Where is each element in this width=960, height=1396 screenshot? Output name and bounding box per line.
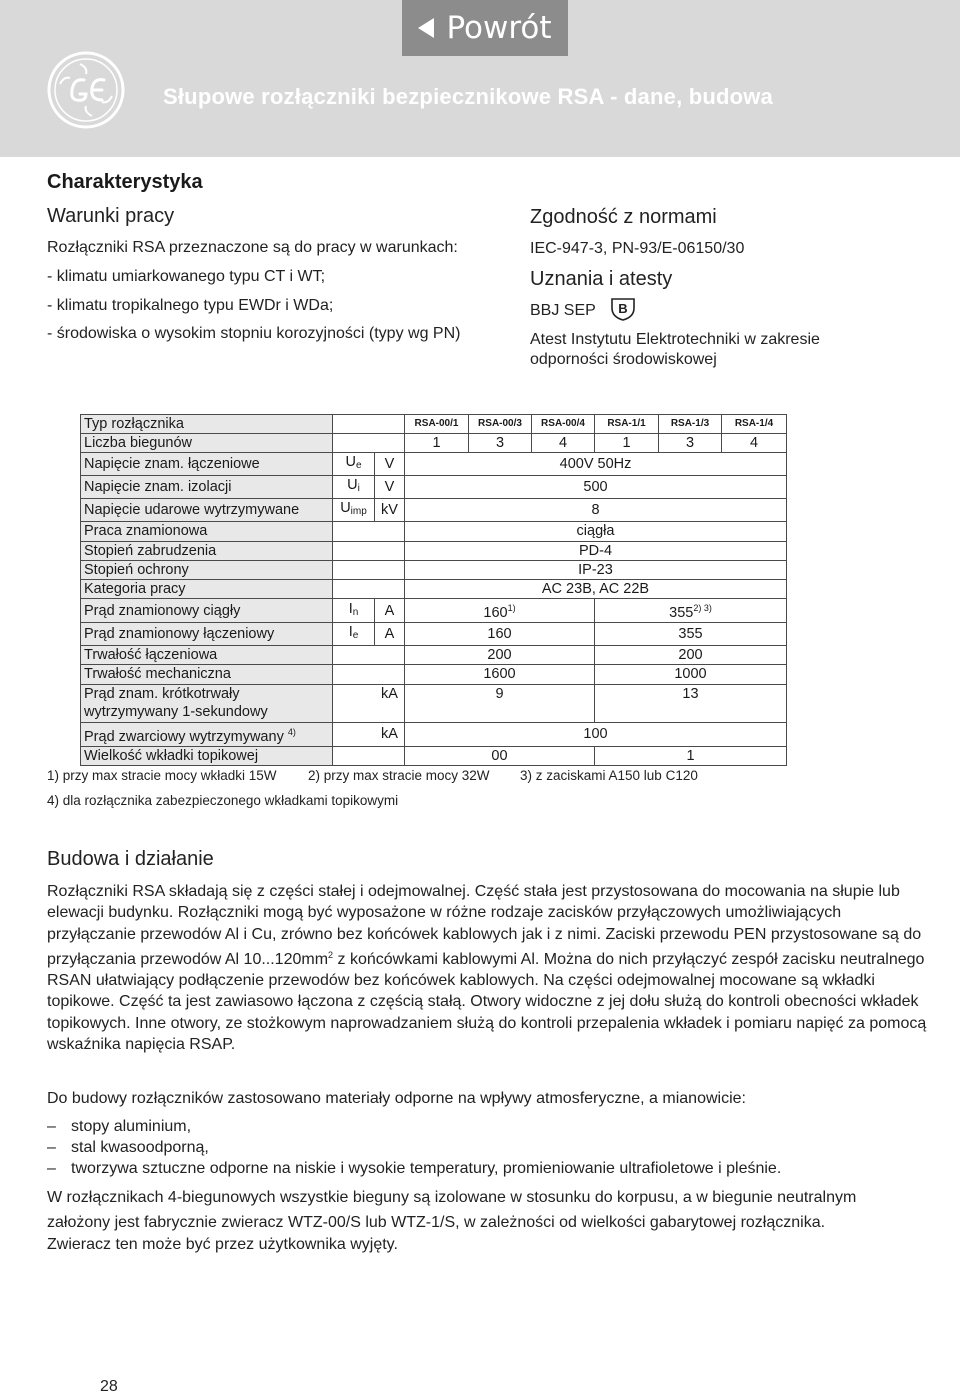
table-cell: 160$^{1)}$: [405, 599, 595, 623]
table-cell: ciągła: [405, 522, 787, 541]
table-cell: 4: [532, 434, 595, 453]
ge-logo-icon: [46, 50, 126, 130]
table-cell: 1: [595, 434, 659, 453]
table-row: [81, 453, 787, 476]
list-item: – tworzywa sztuczne odporne na niskie i wysokie temperatury, promieniowanie ultrafioletowe i pleśnie.: [47, 1160, 782, 1177]
table-cell: 3: [659, 434, 722, 453]
type-header: RSA-00/4: [532, 415, 595, 434]
closing-line: Zwieracz ten może być przez użytkownika wyjęty.: [47, 1236, 398, 1253]
table-cell: 400V 50Hz: [405, 453, 787, 476]
table-row: [81, 415, 787, 434]
symbol-cell: $U_e$: [333, 453, 375, 476]
symbol-cell: $U_i$: [333, 476, 375, 499]
row-label: Trwałość mechaniczna: [81, 665, 333, 684]
table-cell: 4: [722, 434, 787, 453]
table-cell: 1: [405, 434, 469, 453]
approvals-line: Atest Instytutu Elektrotechniki w zakresie: [530, 331, 820, 348]
table-cell: 1: [595, 746, 787, 765]
table-cell: PD-4: [405, 541, 787, 560]
row-label: Napięcie znam. izolacji: [81, 476, 333, 499]
type-header: RSA-00/1: [405, 415, 469, 434]
row-label: Napięcie udarowe wytrzymywane: [81, 499, 333, 522]
table-cell: 160: [405, 623, 595, 646]
table-row: [81, 560, 787, 579]
table-row: [81, 646, 787, 665]
table-cell: 8: [405, 499, 787, 522]
back-button[interactable]: [402, 0, 568, 56]
approvals-title: Uznania i atesty: [530, 268, 673, 290]
conditions-line: Rozłączniki RSA przeznaczone są do pracy w warunkach:: [47, 239, 458, 256]
back-button-label: Powrót: [446, 10, 552, 46]
page-title: Słupowe rozłączniki bezpiecznikowe RSA - dane, budowa: [163, 84, 773, 109]
section-heading-construction: Budowa i działanie: [47, 848, 214, 870]
approvals-line: odporności środowiskowej: [530, 351, 717, 368]
row-label: Stopień zabrudzenia: [81, 541, 333, 560]
table-row: [81, 722, 787, 746]
unit-cell: A: [375, 623, 405, 646]
table-cell: 13: [595, 684, 787, 722]
section-heading-characteristics: Charakterystyka: [47, 171, 203, 193]
conditions-line: - klimatu tropikalnego typu EWDr i WDa;: [47, 297, 334, 314]
table-cell: 500: [405, 476, 787, 499]
row-label: Stopień ochrony: [81, 560, 333, 579]
back-arrow-icon: [418, 18, 434, 38]
footnote: 2) przy max stracie mocy 32W: [308, 768, 490, 783]
list-item: – stopy aluminium,: [47, 1118, 192, 1135]
table-cell: 355: [595, 623, 787, 646]
conditions-line: - środowiska o wysokim stopniu korozyjności (typy wg PN): [47, 325, 461, 342]
row-label: Praca znamionowa: [81, 522, 333, 541]
table-cell: 3: [469, 434, 532, 453]
conditions-title: Warunki pracy: [47, 205, 175, 227]
unit-cell: kV: [375, 499, 405, 522]
table-row: [81, 476, 787, 499]
row-label: Prąd znam. krótkotrwały wytrzymywany 1-sekundowy: [81, 684, 333, 722]
page-number: 28: [100, 1378, 118, 1395]
table-row: [81, 599, 787, 623]
norms-text: IEC-947-3, PN-93/E-06150/30: [530, 240, 745, 257]
spec-table: [80, 414, 787, 766]
construction-paragraph: Rozłączniki RSA składają się z części stałej i odejmowalnej. Część stała jest przystosowana do mocowania na słupie lub elewacji budynku. Rozłączniki mogą być wyposażone w różne rodzaje zacisków przyłączowych umożliwiających przyłączanie przewodów Al i Cu, zrówno bez końcówek kablowych jak i z nimi. Zaciski przewodu PEN przystosowane są do przyłączania przewodów Al $10...120mm^2$ z końcówkami kablowymi Al. Można do nich przyłączyć zespół zacisku neutralnego RSAN ułatwiający podłączenie przewodów bez końcówek kablowych. Na części odejmowalnej mocowane są wkładki topikowe. Część ta jest zawiasowo łączona z częścią stałą. Otwory widoczne z jej dołu służą do kontroli obecności wkładek topikowych. Inne otwory, ze stożkowym naprowadzaniem służą do kontroli przepalenia wkładek i pomiaru napięć za pomocą wskaźnika napięcia RSAP.: [47, 883, 927, 1054]
unit-cell: kA: [375, 684, 405, 722]
table-cell: 100: [405, 722, 787, 746]
approvals-text: BBJ SEP: [530, 302, 596, 319]
row-label: Liczba biegunów: [81, 434, 333, 453]
table-row: [81, 684, 787, 722]
table-row: [81, 434, 787, 453]
unit-cell: V: [375, 476, 405, 499]
type-header: RSA-1/1: [595, 415, 659, 434]
table-row: [81, 541, 787, 560]
table-cell: 00: [405, 746, 595, 765]
table-row: [81, 579, 787, 598]
table-row: [81, 746, 787, 765]
unit-cell: V: [375, 453, 405, 476]
badge-letter: B: [618, 301, 628, 316]
row-label: Typ rozłącznika: [81, 415, 333, 434]
symbol-cell: $I_e$: [333, 623, 375, 646]
table-row: [81, 499, 787, 522]
footnote: 1) przy max stracie mocy wkładki 15W: [47, 768, 277, 783]
type-header: RSA-00/3: [469, 415, 532, 434]
row-label: Prąd znamionowy ciągły: [81, 599, 333, 623]
unit-cell: A: [375, 599, 405, 623]
table-row: [81, 665, 787, 684]
table-row: [81, 623, 787, 646]
row-label: Wielkość wkładki topikowej: [81, 746, 333, 765]
table-cell: IP-23: [405, 560, 787, 579]
materials-intro: Do budowy rozłączników zastosowano materiały odporne na wpływy atmosferyczne, a mianowicie:: [47, 1090, 746, 1107]
closing-line: założony jest fabrycznie zwieracz WTZ-00/S lub WTZ-1/S, w zależności od wielkości gabarytowej rozłącznika.: [47, 1214, 826, 1231]
unit-cell: kA: [375, 722, 405, 746]
type-header: RSA-1/3: [659, 415, 722, 434]
row-label: Prąd zwarciowy wytrzymywany $^{4)}$: [81, 722, 333, 746]
conditions-line: - klimatu umiarkowanego typu CT i WT;: [47, 268, 326, 285]
closing-line: W rozłącznikach 4-biegunowych wszystkie bieguny są izolowane w stosunku do korpusu, a w biegunie neutralnym: [47, 1189, 857, 1206]
norms-title: Zgodność z normami: [530, 206, 717, 228]
table-cell: 200: [405, 646, 595, 665]
row-label: Kategoria pracy: [81, 579, 333, 598]
row-label: Napięcie znam. łączeniowe: [81, 453, 333, 476]
b-certification-icon: [610, 296, 636, 322]
table-cell: 1600: [405, 665, 595, 684]
row-label: Trwałość łączeniowa: [81, 646, 333, 665]
symbol-cell: $U_{imp}$: [333, 499, 375, 522]
table-cell: 1000: [595, 665, 787, 684]
table-cell: 200: [595, 646, 787, 665]
table-cell: $355^{2) 3)}$: [595, 599, 787, 623]
table-row: [81, 522, 787, 541]
footnote: 3) z zaciskami A150 lub C120: [520, 768, 698, 783]
footnote: 4) dla rozłącznika zabezpieczonego wkładkami topikowymi: [47, 793, 399, 808]
table-cell: 9: [405, 684, 595, 722]
table-cell: AC 23B, AC 22B: [405, 579, 787, 598]
list-item: – stal kwasoodporną,: [47, 1139, 209, 1156]
symbol-cell: $I_n$: [333, 599, 375, 623]
type-header: RSA-1/4: [722, 415, 787, 434]
row-label: Prąd znamionowy łączeniowy: [81, 623, 333, 646]
